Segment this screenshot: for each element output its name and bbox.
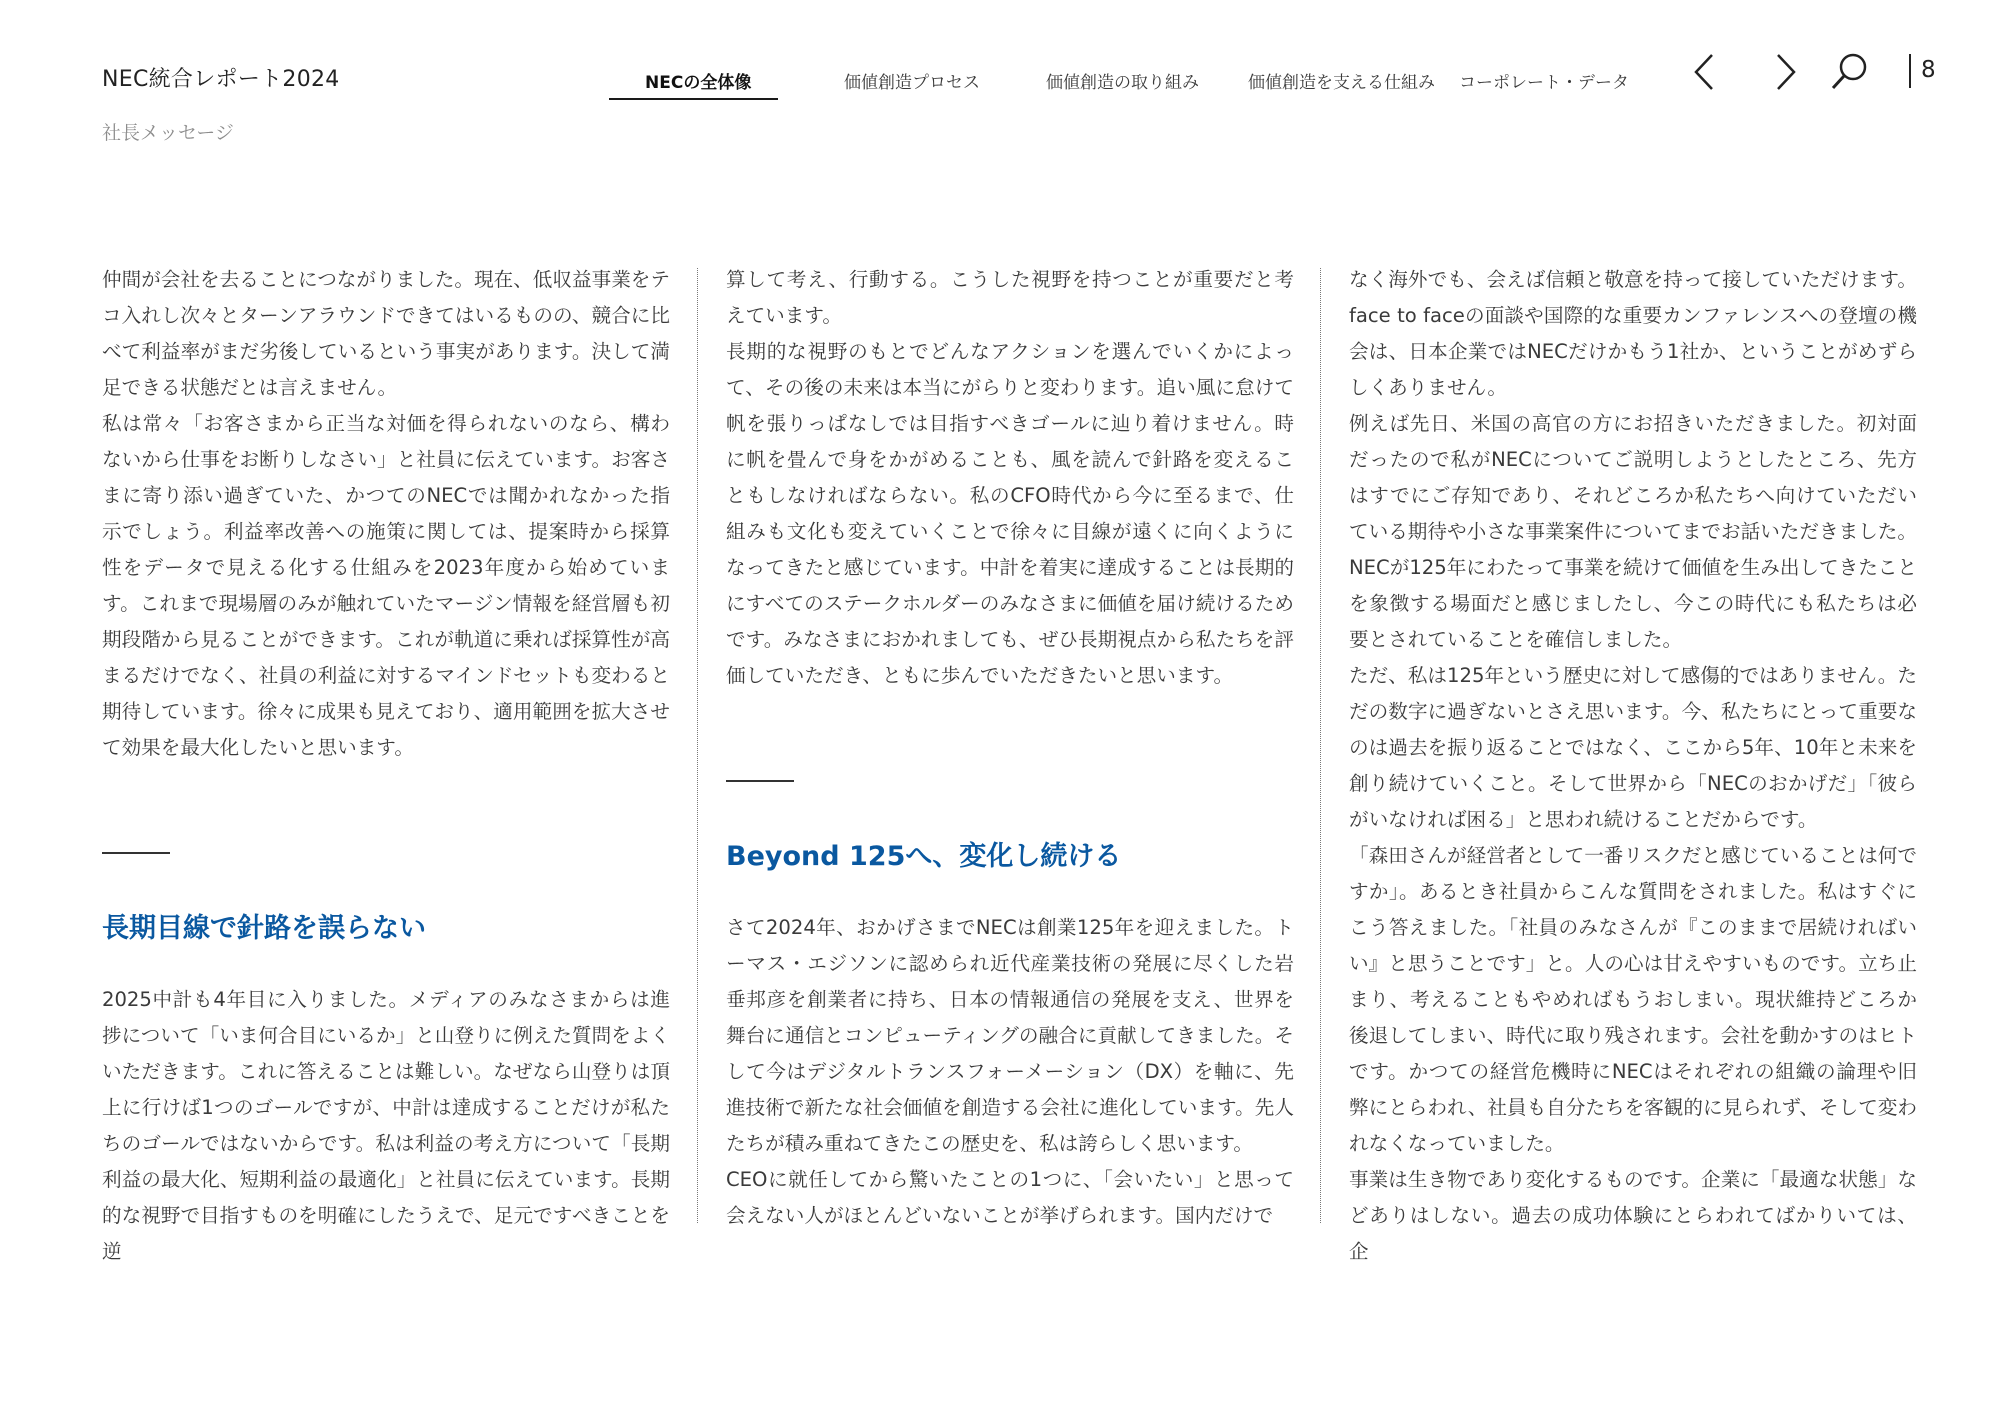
tab-value-creation-mechanisms[interactable]: 価値創造を支える仕組み <box>1248 73 1435 93</box>
active-tab-underline <box>609 98 778 100</box>
column-2 <box>726 262 1294 1234</box>
chevron-left-icon[interactable] <box>1684 50 1728 94</box>
paragraph: 例えば先日、米国の高官の方にお招きいただきました。初対面だったので私がNECについてご説明しようとしたところ、先方はすでにご存知であり、それどころか私たちへ向けていただいている期待や小さな事業案件についてまでお話いただきました。NECが125年にわたって事業を続けて価値を生み出してきたことを象徴する場面だと感じましたし、今この時代にも私たちは必要とされていることを確信しました。 <box>1349 412 1917 651</box>
tab-nec-overview[interactable]: NECの全体像 <box>645 73 752 93</box>
section-rule <box>726 780 794 782</box>
tab-corporate-data[interactable]: コーポレート・データ <box>1459 73 1629 93</box>
paragraph: 「森田さんが経営者として一番リスクだと感じていることは何ですか」。あるとき社員からこんな質問をされました。私はすぐにこう答えました。「社員のみなさんが『このままで居続ければいい』と思うことです」と。人の心は甘えやすいものです。立ち止まり、考えることもやめればもうおしまい。現状維持どころか後退してしまい、時代に取り残されます。会社を動かすのはヒトです。かつての経営危機時にNECはそれぞれの組織の論理や旧弊にとらわれ、社員も自分たちを客観的に見られず、そして変われなくなっていました。 <box>1349 844 1917 1155</box>
column-3 <box>1349 262 1917 1270</box>
report-title: NEC統合レポート2024 <box>102 67 340 92</box>
section-heading: 長期目線で針路を誤らない <box>102 913 426 944</box>
section-heading: Beyond 125へ、変化し続ける <box>726 841 1122 872</box>
section-label: 社長メッセージ <box>102 122 234 144</box>
section-rule <box>102 852 170 854</box>
tab-value-creation-process[interactable]: 価値創造プロセス <box>844 73 980 93</box>
page-number-separator <box>1909 54 1911 88</box>
column-divider <box>1320 268 1321 1223</box>
column-divider <box>697 268 698 1223</box>
paragraph: 2025中計も4年目に入りました。メディアのみなさまからは進捗について「いま何合目にいるか」と山登りに例えた質問をよくいただきます。これに答えることは難しい。なぜなら山登りは頂上に行けば1つのゴールですが、中計は達成することだけが私たちのゴールではないからです。私は利益の考え方について「長期利益の最大化、短期利益の最適化」と社員に伝えています。長期的な視野で目指すものを明確にしたうえで、足元ですべきことを逆 <box>102 988 670 1263</box>
paragraph: 私は常々「お客さまから正当な対価を得られないのなら、構わないから仕事をお断りしなさい」と社員に伝えています。お客さまに寄り添い過ぎていた、かつてのNECでは聞かれなかった指示でしょう。利益率改善への施策に関しては、提案時から採算性をデータで見える化する仕組みを2023年度から始めています。これまで現場層のみが触れていたマージン情報を経営層も初期段階から見ることができます。これが軌道に乗れば採算性が高まるだけでなく、社員の利益に対するマインドセットも変わると期待しています。徐々に成果も見えており、適用範囲を拡大させて効果を最大化したいと思います。 <box>102 412 670 759</box>
page-number: 8 <box>1921 57 1936 83</box>
paragraph: 算して考え、行動する。こうした視野を持つことが重要だと考えています。 <box>726 268 1294 327</box>
paragraph: さて2024年、おかげさまでNECは創業125年を迎えました。トーマス・エジソンに認められ近代産業技術の発展に尽くした岩垂邦彦を創業者に持ち、日本の情報通信の発展を支え、世界を舞台に通信とコンピューティングの融合に貢献してきました。そして今はデジタルトランスフォーメーション（DX）を軸に、先進技術で新たな社会価値を創造する会社に進化しています。先人たちが積み重ねてきたこの歴史を、私は誇らしく思います。 <box>726 916 1294 1155</box>
paragraph: 長期的な視野のもとでどんなアクションを選んでいくかによって、その後の未来は本当にがらりと変わります。追い風に怠けて帆を張りっぱなしでは目指すべきゴールに辿り着けません。時に帆を畳んで身をかがめることも、風を読んで針路を変えることもしなければならない。私のCFO時代から今に至るまで、仕組みも文化も変えていくことで徐々に目線が遠くに向くようになってきたと感じています。中計を着実に達成することは長期的にすべてのステークホルダーのみなさまに価値を届け続けるためです。みなさまにおかれましても、ぜひ長期視点から私たちを評価していただき、ともに歩んでいただきたいと思います。 <box>726 340 1294 687</box>
paragraph: 事業は生き物であり変化するものです。企業に「最適な状態」などありはしない。過去の成功体験にとらわれてばかりいては、企 <box>1349 1168 1917 1263</box>
chevron-right-icon[interactable] <box>1762 50 1806 94</box>
paragraph: ただ、私は125年という歴史に対して感傷的ではありません。ただの数字に過ぎないとさえ思います。今、私たちにとって重要なのは過去を振り返ることではなく、ここから5年、10年と未来を創り続けていくこと。そして世界から「NECのおかげだ」「彼らがいなければ困る」と思われ続けることだからです。 <box>1349 664 1917 831</box>
paragraph: 仲間が会社を去ることにつながりました。現在、低収益事業をテコ入れし次々とターンアラウンドできてはいるものの、競合に比べて利益率がまだ劣後しているという事実があります。決して満足できる状態だとは言えません。 <box>102 268 670 399</box>
column-1 <box>102 262 670 1270</box>
paragraph: CEOに就任してから驚いたことの1つに、「会いたい」と思って会えない人がほとんどいないことが挙げられます。国内だけで <box>726 1168 1294 1227</box>
paragraph: なく海外でも、会えば信頼と敬意を持って接していただけます。face to faceの面談や国際的な重要カンファレンスへの登壇の機会は、日本企業ではNECだけかもう1社か、ということがめずらしくありません。 <box>1349 268 1917 399</box>
tab-value-creation-initiatives[interactable]: 価値創造の取り組み <box>1046 73 1199 93</box>
search-icon[interactable] <box>1828 50 1872 94</box>
